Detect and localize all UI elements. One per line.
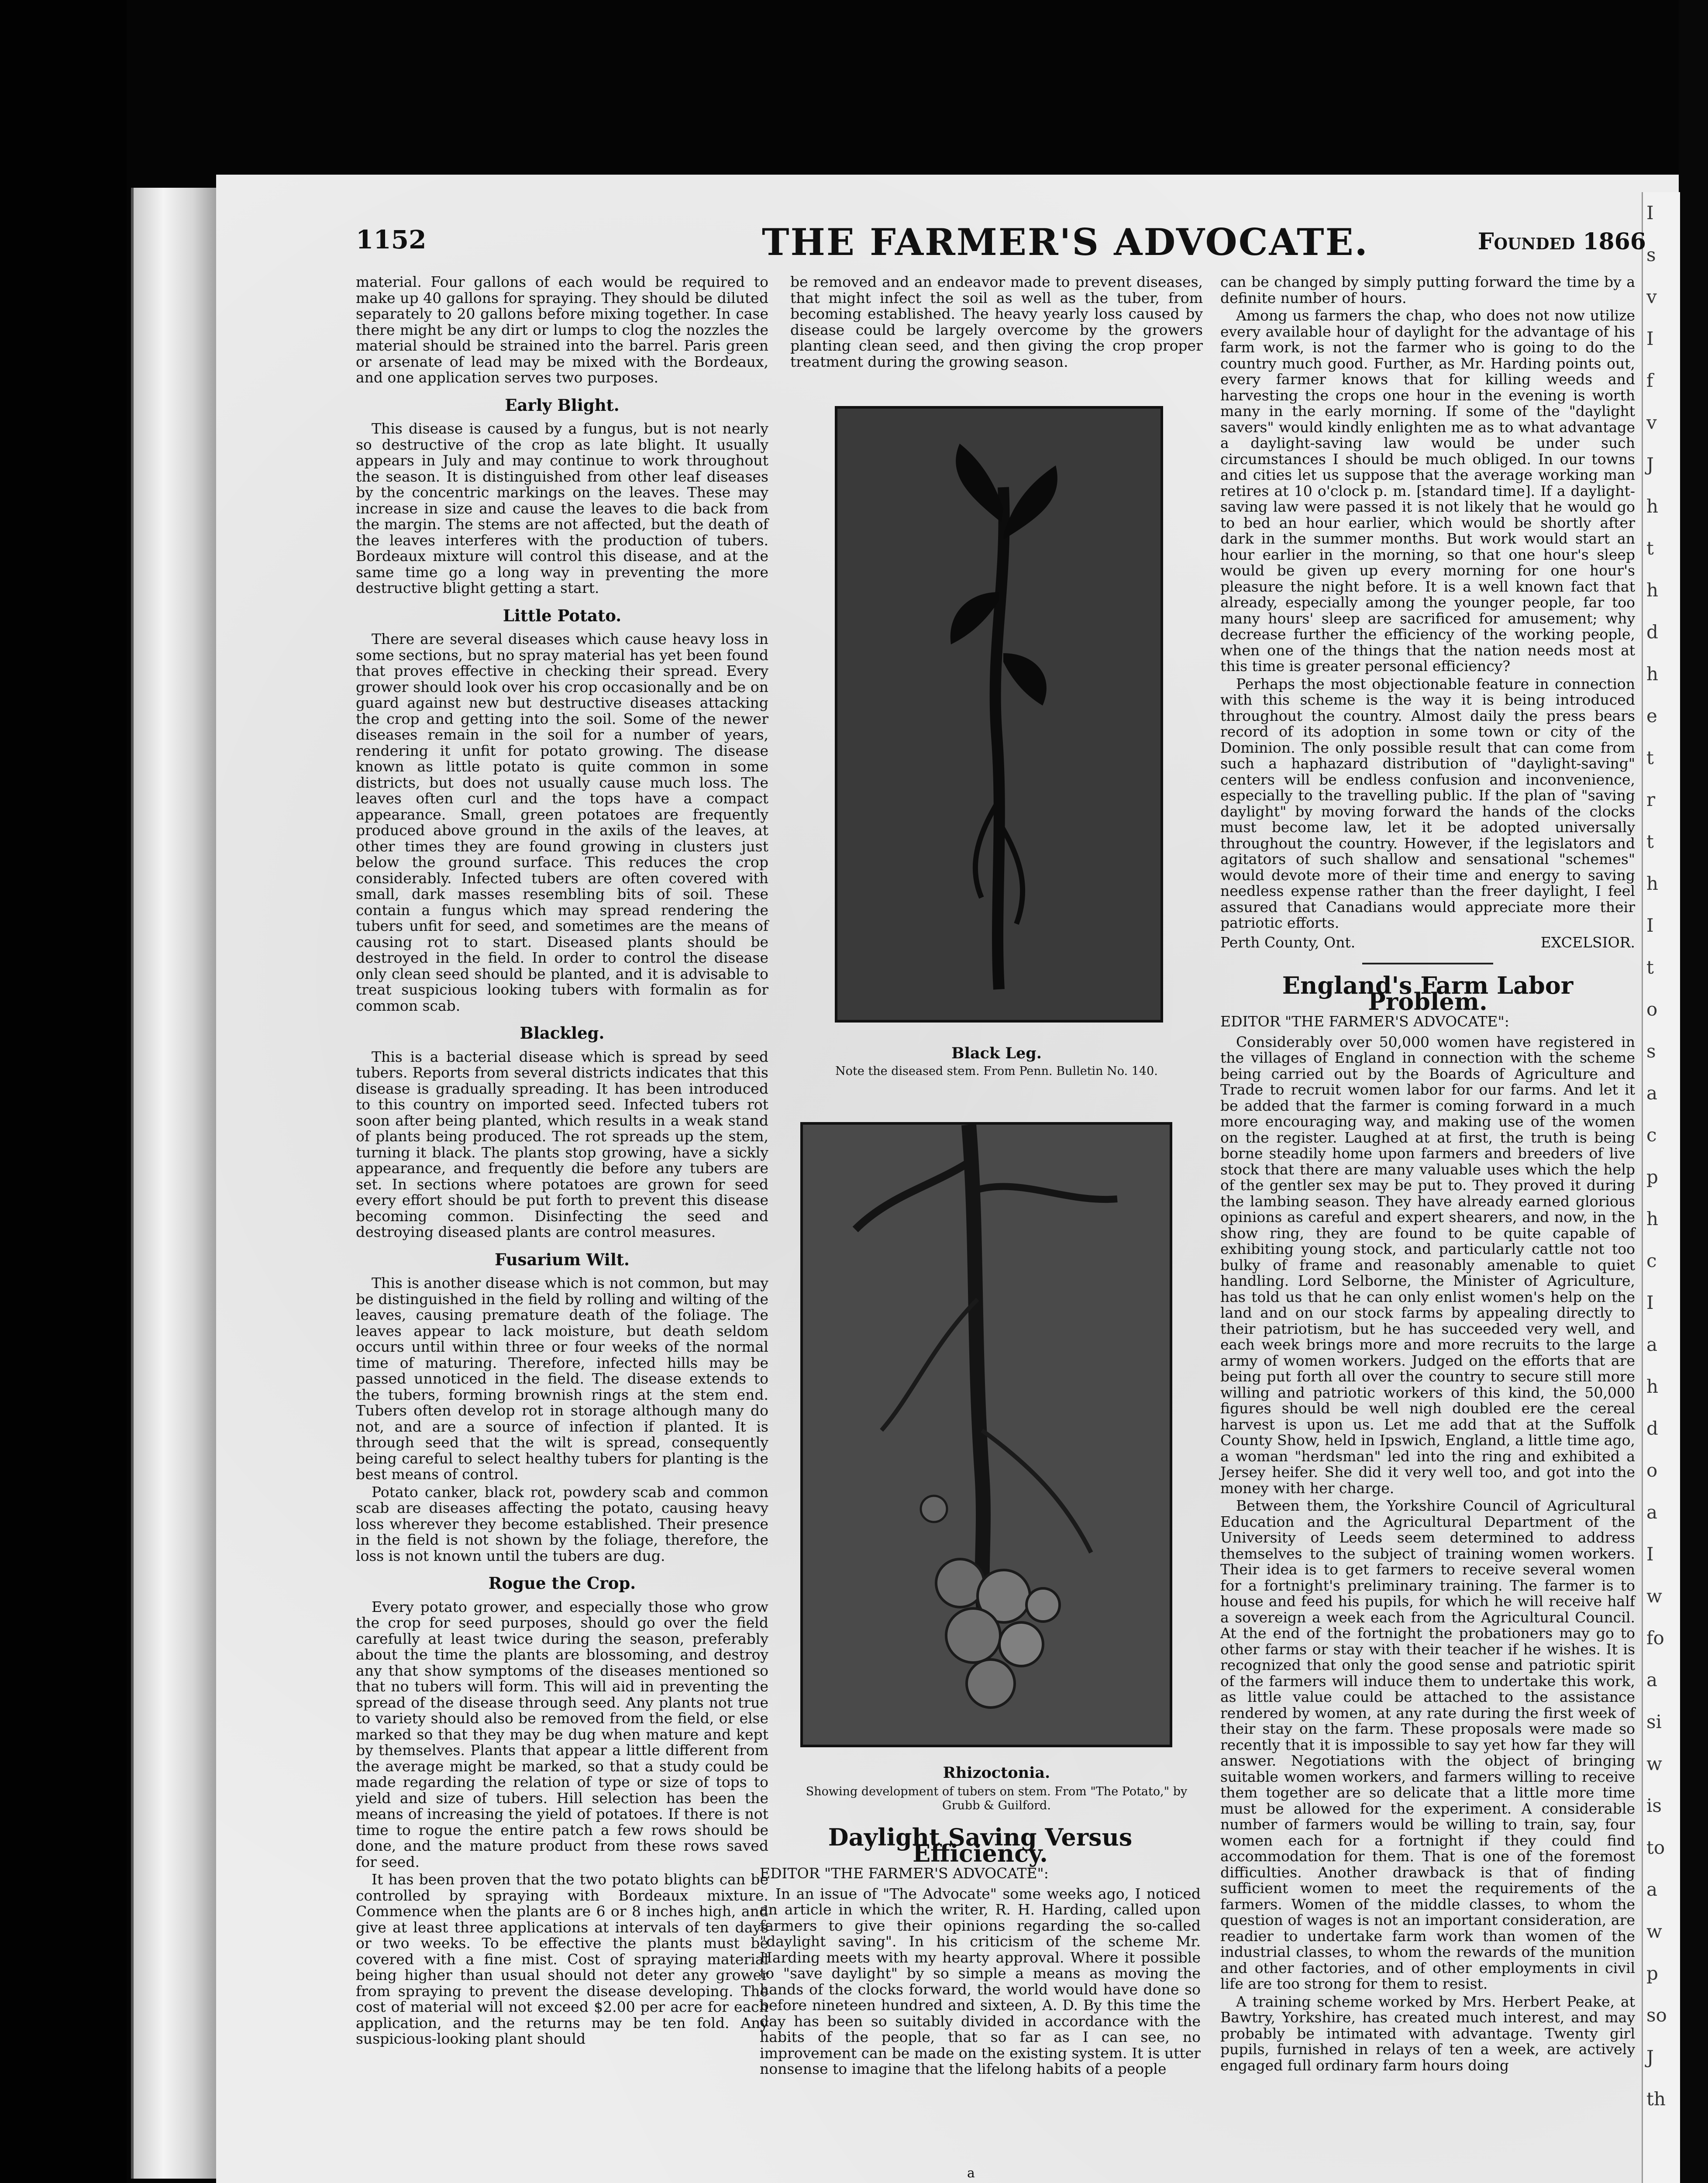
edge-letter: so bbox=[1646, 2004, 1667, 2026]
edge-letter: r bbox=[1646, 789, 1656, 810]
article-paragraph: In an issue of "The Advocate" some weeks ago, I noticed an article in which the writer, R. H. Harding, called upon farmers to give their opinions regarding the so-called "daylight saving". In his criticism of the scheme Mr. Harding meets with my hearty approval. Where it possible to "save daylight" by so simple a means as moving the hands of the clocks forward, the world would have done so before nineteen hundred and sixteen, A. D. By this time the day has been so suitably divided in accordance with the habits of the people, that so far as I can see, no improvement can be made on the existing system. It is utter nonsense to imagine that the lifelong habits of a people bbox=[760, 1885, 1201, 2077]
edge-letter: si bbox=[1646, 1711, 1662, 1732]
article-paragraph: A training scheme worked by Mrs. Herbert Peake, at Bawtry, Yorkshire, has created much interest, and may probably be intimated with advantage. Twenty girl pupils, furnished in relays of ten a week, are actively engaged full ordinary farm hours doing bbox=[1220, 1993, 1635, 2074]
edge-letter: d bbox=[1646, 1418, 1658, 1439]
edge-letter: p bbox=[1646, 1166, 1658, 1188]
column-2-bottom bbox=[760, 1821, 1201, 2079]
edge-letter: s bbox=[1646, 244, 1656, 265]
article-paragraph: be removed and an endeavor made to prevent diseases, that might infect the soil as well as the tuber, from becoming established. The heavy yearly loss caused by disease could be largely overcome by the growers planting clean seed, and then giving the crop proper treatment during the growing season. bbox=[790, 273, 1203, 370]
caption-title-black-leg: Black Leg. bbox=[951, 1044, 1042, 1062]
edge-letter: t bbox=[1646, 537, 1654, 559]
edge-letter: a bbox=[1646, 1082, 1658, 1104]
edge-letter: I bbox=[1646, 328, 1654, 349]
edge-letter: is bbox=[1646, 1795, 1662, 1816]
edge-letter: to bbox=[1646, 1837, 1665, 1858]
section-heading-blackleg: Blackleg. bbox=[520, 1023, 605, 1043]
caption-title-rhizoctonia: Rhizoctonia. bbox=[943, 1764, 1050, 1782]
article-paragraph: material. Four gallons of each would be required to make up 40 gallons for spraying. They should be diluted separately to 20 gallons before mixing together. In case there might be any dirt or lumps to clog the nozzles the material should be strained into the barrel. Paris green or arsenate of lead may be mixed with the Bordeaux, and one application serves two purposes. bbox=[356, 273, 768, 386]
article-paragraph: Perhaps the most objectionable feature in connection with this scheme is the way it is being introduced throughout the country. Almost daily the press bears record of its adoption in some town or city of the Dominion. The only possible result that can come from such a haphazard distribution of "daylight-saving" centers will be endless confusion and inconvenience, especially to the travelling public. If the plan of "saving daylight" by moving forward the hands of the clocks must become law, let it be adopted universally throughout the country. However, if the legislators and agitators of such shallow and sensational "schemes" would devote more of their time and energy to saving needless expense rather than the freer daylight, I feel assured that Canadians would appreciate more their patriotic efforts. bbox=[1220, 675, 1635, 931]
article-paragraph: There are several diseases which cause heavy loss in some sections, but no spray material has yet been found that proves effective in checking their spread. Every grower should look over his crop occasionally and be on guard against new but destructive diseases attacking the crop and getting into the soil. Some of the newer diseases remain in the soil for a number of years, rendering it unfit for potato growing. The disease known as little potato is quite common in some districts, but does not usually cause much loss. The leaves often curl and the tops have a compact appearance. Small, green potatoes are frequently produced above ground in the axils of the leaves, at other times they are found growing in clusters just below the ground surface. This reduces the crop considerably. Infected tubers are often covered with small, dark masses resembling bits of soil. These contain a fungus which may spread rendering the tubers unfit for seed, and sometimes are the means of causing rot to start. Diseased plants should be destroyed in the field. In order to control the disease only clean seed should be planted, and it is advisable to treat suspicious looking tubers with formalin as for common scab. bbox=[356, 630, 769, 1014]
section-heading-fusarium: Fusarium Wilt. bbox=[495, 1250, 630, 1269]
edge-letter: w bbox=[1646, 1921, 1662, 1942]
section-heading-little-potato: Little Potato. bbox=[503, 606, 622, 625]
caption-rhizoctonia: Showing development of tubers on stem. From "The Potato," by Grubb & Guilford. bbox=[806, 1785, 1188, 1812]
edge-letter: w bbox=[1646, 1585, 1662, 1607]
book-spine bbox=[131, 188, 219, 2179]
section-heading-rogue: Rogue the Crop. bbox=[488, 1574, 636, 1593]
article-paragraph: This disease is caused by a fungus, but is not nearly so destructive of the crop as late blight. It usually appears in July and may continue to work throughout the season. It is distinguished from other leaf diseases by the concentric markings on the leaves. These may increase in size and cause the leaves to die back from the margin. The stems are not affected, but the death of the leaves interferes with the production of tubers. Bordeaux mixture will control this disease, and at the same time go a long way in preventing the more destructive blight getting a start. bbox=[356, 420, 768, 596]
printer-mark: a bbox=[967, 2166, 975, 2181]
edge-letter: e bbox=[1646, 705, 1657, 727]
edge-letter: a bbox=[1646, 1501, 1658, 1523]
edge-letter: o bbox=[1646, 1460, 1658, 1481]
editor-salutation: EDITOR "THE FARMER'S ADVOCATE": bbox=[760, 1865, 1049, 1882]
article-paragraph: This is a bacterial disease which is spread by seed tubers. Reports from several districts indicates that this disease is gradually spreading. It has been introduced to this country on imported seed. Infected tubers rot soon after being planted, which results in a weak stand of plants being produced. The rot spreads up the stem, turning it black. The plants stop growing, have a sickly appearance, and frequently die before any tubers are set. In sections where potatoes are grown for seed every effort should be put forth to prevent this disease becoming common. Disinfecting the seed and destroying diseased plants are control measures. bbox=[356, 1048, 768, 1240]
edge-letter: th bbox=[1646, 2088, 1666, 2110]
column-2-top bbox=[790, 274, 1203, 372]
edge-letter: c bbox=[1646, 1124, 1657, 1146]
edge-letter: t bbox=[1646, 747, 1654, 768]
black-leg-plant-illustration bbox=[837, 409, 1160, 1020]
article-paragraph: Considerably over 50,000 women have registered in the villages of England in connection with the scheme being carried out by the Boards of Agriculture and Trade to recruit women labor for our farms. And let it be added that the farmer is coming forward in a much more encouraging way, and making use of the women on the register. Laughed at at first, the truth is being borne steadily home upon farmers and breeders of live stock that there are many valuable uses which the help of the gentler sex may be put to. They proved it during the lambing season. They have already earned glorious opinions as careful and expert shearers, and now, in the show ring, they are found to be quite capable of exhibiting young stock, and particularly cattle not too bulky of frame and reasonably amenable to quiet handling. Lord Selborne, the Minister of Agriculture, has told us that he can only enlist women's help on the land and on our stock farms by appealing directly to their patriotism, but he has succeeded very well, and each week brings more and more recruits to the large army of women workers. Judged on the efforts that are being put forth all over the country to secure still more willing and patriotic workers of this kind, the 50,000 figures should be well nigh doubled ere the cereal harvest is upon us. Let me add that at the Suffolk County Show, held in Ipswich, England, a little time ago, a woman "herdsman" led into the ring and exhibited a Jersey heifer. She did it very well too, and got into the money with her charge. bbox=[1220, 1033, 1635, 1497]
caption-black-leg: Note the diseased stem. From Penn. Bulletin No. 140. bbox=[835, 1064, 1158, 1078]
article-paragraph: Among us farmers the chap, who does not now utilize every available hour of daylight for the advantage of his farm work, is not the farmer who is going to do the country much good. Further, as Mr. Harding points out, every farmer knows that for killing weeds and harvesting the crops one hour in the evening is worth many in the early morning. If some of the "daylight savers" would kindly enlighten me as to what advantage a daylight-saving law would be under such circumstances I should be much obliged. In our towns and cities let us suppose that the average working man retires at 10 o'clock p. m. [standard time]. If a daylight-saving law were passed it is not likely that he would go to bed an hour earlier, which would be shortly after dark in the summer months. But work would start an hour earlier in the morning, so that one hour's sleep would be given up every morning for one hour's pleasure the night before. It is a well known fact that already, especially among the younger people, far too many hours' sleep are sacrificed for amusement; why decrease further the efficiency of the working people, when one of the things that the nation needs most at this time is greater personal efficiency? bbox=[1220, 307, 1635, 675]
edge-letter: h bbox=[1646, 496, 1659, 517]
adjacent-page-edge bbox=[1642, 192, 1680, 2183]
edge-letter: w bbox=[1646, 1753, 1662, 1774]
article-heading-england: England's Farm Labor Problem. bbox=[1282, 971, 1574, 1016]
article-paragraph: Between them, the Yorkshire Council of Agricultural Education and the Agricultural Department of the University of Leeds seem determined to address themselves to the subject of training women workers. Their idea is to get farmers to receive several women for a fortnight's preliminary training. The farmer is to house and feed his pupils, for which he will receive half a sovereign a week each from the Agricultural Council. At the end of the fortnight the probationers may go to other farms or stay with their teacher if he wishes. It is recognized that only the good sense and patriotic spirit of the farmers will induce them to undertake this work, as little value could be attached to the assistance rendered by women, at any rate during the first week of their stay on the farm. These proposals were made so recently that it is impossible to say yet how far they will answer. Negotiations with the object of bringing suitable women workers, and farmers willing to receive them together are so delicate that a little more time must be allowed for the experiment. A considerable number of farmers would be willing to train, say, four women each for a fortnight if they could find accommodation for them. That is one of the foremost difficulties. Another drawback is that of finding sufficient women to meet the requirements of the farmers. Women of the middle classes, to whom the question of wages is not an important consideration, are readier to undertake farm work than women of the industrial classes, to whom the rewards of the munition and other factories, and of other employments in civil life are too strong for them to resist. bbox=[1220, 1497, 1635, 1992]
section-heading-early-blight: Early Blight. bbox=[505, 395, 620, 415]
edge-letter: o bbox=[1646, 999, 1658, 1020]
edge-letter: h bbox=[1646, 1376, 1659, 1397]
masthead: THE FARMER'S ADVOCATE. bbox=[762, 220, 1369, 264]
edge-letter: h bbox=[1646, 579, 1659, 601]
page-header bbox=[356, 220, 1646, 264]
edge-letter: s bbox=[1646, 1040, 1656, 1062]
page-number: 1152 bbox=[356, 225, 427, 255]
photo-black-leg bbox=[835, 406, 1163, 1023]
founded-line: Founded 1866 bbox=[1477, 228, 1646, 255]
photo-rhizoctonia bbox=[800, 1122, 1172, 1747]
edge-letter: I bbox=[1646, 1292, 1654, 1313]
edge-letter: h bbox=[1646, 663, 1659, 685]
article-paragraph: It has been proven that the two potato blights can be controlled by spraying with Bordeaux mixture. Commence when the plants are 6 or 8 inches high, and give at least three applications at intervals of ten days or two weeks. To be effective the plants must be covered with a fine mist. Cost of spraying material being higher than usual should not deter any grower from spraying to prevent the disease developing. The cost of material will not exceed $2.00 per acre for each application, and the returns may be ten fold. Any suspicious-looking plant should bbox=[356, 1871, 768, 2047]
edge-letter: I bbox=[1646, 1543, 1654, 1565]
edge-letter: v bbox=[1646, 286, 1657, 307]
edge-letter: h bbox=[1646, 1208, 1659, 1229]
edge-letter: a bbox=[1646, 1879, 1658, 1900]
column-1 bbox=[356, 274, 768, 2049]
edge-letter: p bbox=[1646, 1963, 1658, 1984]
article-heading-daylight-saving: Daylight Saving Versus Efficiency. bbox=[828, 1823, 1133, 1867]
edge-letter: J bbox=[1646, 454, 1654, 475]
article-paragraph: Potato canker, black rot, powdery scab and common scab are diseases affecting the potato, causing heavy loss wherever they become established. Their presence in the field is not shown by the foliage, therefore, the loss is not known until the tubers are dug. bbox=[356, 1483, 768, 1564]
section-divider bbox=[1362, 963, 1493, 964]
article-paragraph: Every potato grower, and especially those who grow the crop for seed purposes, should go over the field carefully at least twice during the season, preferably about the time the plants are blossoming, and destroy any that show symptoms of the diseases mentioned so that no tubers will form. This will aid in preventing the spread of the disease through seed. Any plants not true to variety should also be removed from the field, or else marked so that they may be dug when mature and kept by themselves. Plants that appear a little different from the average might be marked, so that a study could be made regarding the relation of type or size of tops to yield and size of tubers. Hill selection has been the means of increasing the yield of potatoes. If there is not time to rogue the entire patch a few rows should be done, and the mature product from these rows saved for seed. bbox=[356, 1598, 768, 1870]
edge-letter: a bbox=[1646, 1334, 1658, 1355]
edge-letter: h bbox=[1646, 873, 1659, 894]
edge-letter: c bbox=[1646, 1250, 1657, 1271]
edge-letter: d bbox=[1646, 621, 1658, 643]
scan-border-left bbox=[0, 0, 127, 2183]
column-3 bbox=[1220, 274, 1635, 2075]
signature-name: EXCELSIOR. bbox=[1540, 933, 1635, 951]
edge-letter: a bbox=[1646, 1669, 1658, 1691]
editor-salutation: EDITOR "THE FARMER'S ADVOCATE": bbox=[1220, 1013, 1509, 1030]
signature-line bbox=[1220, 935, 1635, 951]
edge-letter: v bbox=[1646, 412, 1657, 433]
edge-letter: t bbox=[1646, 831, 1654, 852]
edge-letter: fo bbox=[1646, 1627, 1664, 1649]
edge-letter: I bbox=[1646, 915, 1654, 936]
rhizoctonia-plant-illustration bbox=[803, 1125, 1170, 1745]
scan-border-right bbox=[1679, 0, 1708, 2183]
edge-letter: J bbox=[1646, 2046, 1654, 2068]
edge-letter: t bbox=[1646, 957, 1654, 978]
edge-letter: f bbox=[1646, 370, 1653, 391]
article-paragraph: This is another disease which is not common, but may be distinguished in the field by rolling and wilting of the leaves, causing premature death of the foliage. The leaves appear to lack moisture, but death seldom occurs until within three or four weeks of the normal time of maturing. Therefore, infected hills may be passed unnoticed in the field. The disease extends to the tubers, forming brownish rings at the stem end. Tubers often develop rot in storage although many do not, and are a source of infection if planted. It is through seed that the wilt is spread, consequently being careful to select healthy tubers for planting is the best means of control. bbox=[356, 1274, 768, 1483]
article-paragraph: can be changed by simply putting forward the time by a definite number of hours. bbox=[1220, 273, 1635, 306]
signature-place: Perth County, Ont. bbox=[1220, 933, 1356, 951]
edge-letter: I bbox=[1646, 202, 1654, 224]
